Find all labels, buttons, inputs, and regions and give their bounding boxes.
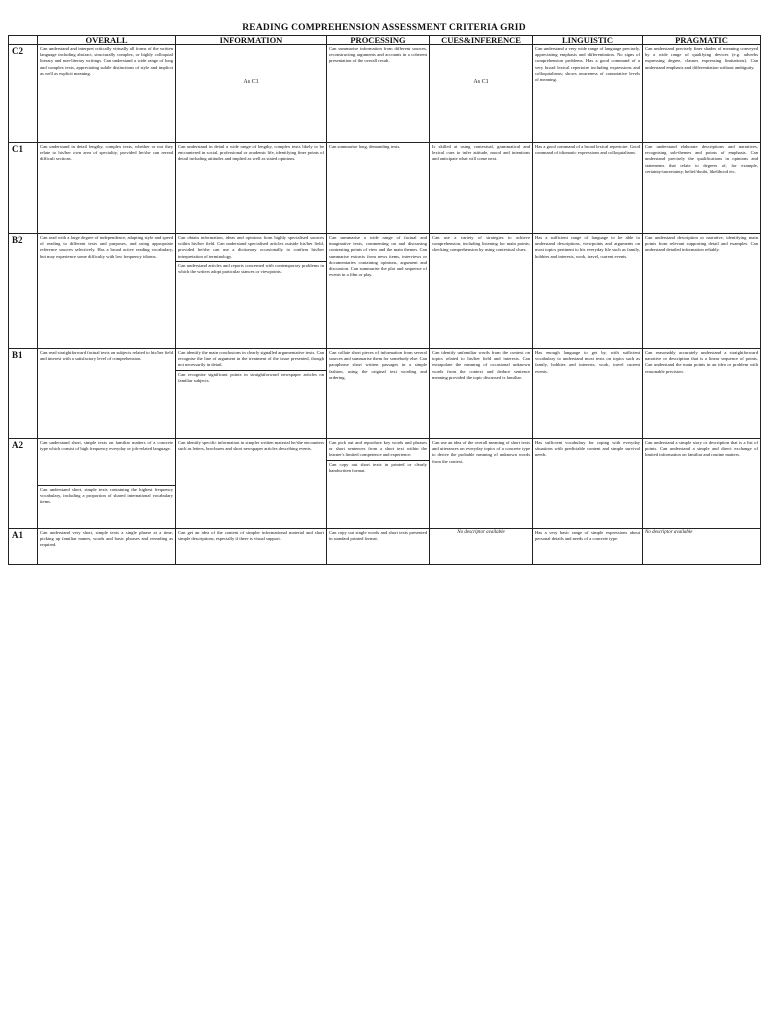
level-c1: C1 <box>9 143 38 234</box>
b2-information <box>176 234 327 349</box>
header-level <box>9 36 38 45</box>
assessment-grid-page <box>8 22 760 565</box>
c1-information: Can understand in detail a wide range of lengthy, complex texts likely to be encountered in social, professional or academic life, identifying finer points of detail including attitudes and implied as well as stated opinions. <box>176 143 327 234</box>
a2-overall <box>38 439 176 529</box>
header-linguistic: LINGUISTIC <box>533 36 643 45</box>
a2-pragmatic: Can understand a simple story or description that is a list of points. Can understand a simple and direct exchange of limited information on familiar and routine matters. <box>643 439 761 529</box>
a2-processing-2: Can copy out short texts in printed or clearly handwritten format. <box>329 461 427 473</box>
c2-information: As C1 <box>176 45 327 143</box>
a1-information: Can get an idea of the content of simpler informational material and short simple descriptions, especially if there is visual support. <box>176 529 327 565</box>
b2-overall: Can read with a large degree of independence, adapting style and speed of reading to different texts and purposes, and using appropriate reference sources selectively. Has a broad active reading vocabulary, but may experience some difficulty with low frequency idioms. <box>38 234 176 349</box>
b1-linguistic: Has enough language to get by, with sufficient vocabulary to understand most texts on topics such as family, hobbies and interests, work, travel current events. <box>533 349 643 439</box>
a1-overall: Can understand very short, simple texts a single phrase at a time, picking up familiar names, words and basic phrases and rereading as required. <box>38 529 176 565</box>
row-a1 <box>9 529 761 565</box>
criteria-table <box>8 35 761 565</box>
a2-cues: Can use an idea of the overall meaning of short texts and utterances on everyday topics of a concrete type to derive the probable meaning of unknown words from the context. <box>430 439 533 529</box>
level-a2: A2 <box>9 439 38 529</box>
b1-cues: Can identify unfamiliar words from the context on topics related to his/her field and interests. Can extrapolate the meaning of occasional unknown words from the context and deduce sentence meaning provided the topic discussed is familiar. <box>430 349 533 439</box>
a2-processing-1: Can pick out and reproduce key words and phrases or short sentences from a short text within the learner's limited competence and experience. <box>329 440 427 458</box>
row-b1 <box>9 349 761 439</box>
c1-cues: Is skilled at using contextual, grammatical and lexical cues to infer attitude, mood and intentions and anticipate what will come next. <box>430 143 533 234</box>
c1-overall: Can understand in detail lengthy, complex texts, whether or not they relate to his/her own area of speciality, provided he/she can reread difficult sections. <box>38 143 176 234</box>
b2-processing: Can summarise a wide range of factual and imaginative texts, commenting on and discussing contrasting points of view and the main themes. Can summarise extracts from news items, interviews or documentaries containing opinions, argument and discussion. Can summarise the plot and sequence of events in a film or play. <box>327 234 430 349</box>
row-a2 <box>9 439 761 529</box>
a1-linguistic: Has a very basic range of simple expressions about personal details and needs of a concrete type. <box>533 529 643 565</box>
c1-processing: Can summarise long, demanding texts. <box>327 143 430 234</box>
c1-linguistic: Has a good command of a broad lexical repertoire. Good command of idiomatic expressions and colloquialisms. <box>533 143 643 234</box>
a2-overall-1: Can understand short, simple texts on familiar matters of a concrete type which consist of high frequency everyday or job-related language. <box>40 440 173 452</box>
a1-processing: Can copy out single words and short texts presented in standard printed format. <box>327 529 430 565</box>
b1-overall: Can read straightforward factual texts on subjects related to his/her field and interest with a satisfactory level of comprehension. <box>38 349 176 439</box>
header-pragmatic: PRAGMATIC <box>643 36 761 45</box>
level-b1: B1 <box>9 349 38 439</box>
row-c1 <box>9 143 761 234</box>
level-c2: C2 <box>9 45 38 143</box>
b1-processing: Can collate short pieces of information from several sources and summarise them for somebody else. Can paraphrase short written passages in a simple fashion, using the original text wording and ordering. <box>327 349 430 439</box>
a1-pragmatic: No descriptor available <box>643 529 761 565</box>
header-cues-inference: CUES&INFERENCE <box>430 36 533 45</box>
level-a1: A1 <box>9 529 38 565</box>
b2-information-1: Can obtain information, ideas and opinions from highly specialised sources within his/her field. Can understand specialised articles outside his/her field, provided he/she can use a dictionary occasionally to confirm his/her interpretation of terminology. <box>178 235 324 259</box>
c1-pragmatic: Can understand elaborate descriptions and narratives, recognising sub-themes and points of emphasis. Can understand precisely the qualifications in opinions and statements that relate to degrees of, for example, certainty/uncertainty, belief/doubt, likelihood etc. <box>643 143 761 234</box>
row-b2 <box>9 234 761 349</box>
level-b2: B2 <box>9 234 38 349</box>
b2-linguistic: Has a sufficient range of language to be able to understand descriptions, viewpoints and arguments on most topics pertinent to his everyday life such as family, hobbies and interests, work, travel, current events. <box>533 234 643 349</box>
a2-linguistic: Has sufficient vocabulary for coping with everyday situations with predictable content and simple survival needs. <box>533 439 643 529</box>
c2-pragmatic: Can understand precisely finer shades of meaning conveyed by a wide range of qualifying devices (e.g. adverbs expressing degree, clauses expressing limitations). Can understand emphasis and differentiation without ambiguity. <box>643 45 761 143</box>
b1-information-1: Can identify the main conclusions in clearly signalled argumentative texts. Can recognise the line of argument in the treatment of the issue presented, though not necessarily in detail. <box>178 350 324 368</box>
a2-overall-2: Can understand short, simple texts containing the highest frequency vocabulary, including a proportion of shared international vocabulary items. <box>40 487 173 505</box>
a2-information: Can identify specific information in simpler written material he/she encounters such as letters, brochures and short newspaper articles describing events. <box>176 439 327 529</box>
c2-processing: Can summarise information from different sources, reconstructing arguments and accounts in a coherent presentation of the overall result. <box>327 45 430 143</box>
c2-overall: Can understand and interpret critically virtually all forms of the written language including abstract, structurally complex, or highly colloquial literary and non-literary writings. Can understand a wide range of long and complex texts, appreciating subtle distinctions of style and implicit as well as explicit meaning. <box>38 45 176 143</box>
grid-title: READING COMPREHENSION ASSESSMENT CRITERIA GRID <box>242 23 526 33</box>
b1-information <box>176 349 327 439</box>
b2-information-2: Can understand articles and reports concerned with contemporary problems in which the writers adopt particular stances or viewpoints. <box>178 262 324 275</box>
header-information: INFORMATION <box>176 36 327 45</box>
a2-processing <box>327 439 430 529</box>
header-row <box>9 36 761 45</box>
row-c2 <box>9 45 761 143</box>
header-overall: OVERALL <box>38 36 176 45</box>
b1-pragmatic: Can reasonably accurately understand a straightforward narrative or description that is a linear sequence of points. Can understand the main points in an idea or problem with reasonable precision. <box>643 349 761 439</box>
c2-cues: As C1 <box>430 45 533 143</box>
c2-linguistic: Can understand a very wide range of language precisely, appreciating emphasis and differentiation. No signs of comprehension problems. Has a good command of a very broad lexical repertoire including expressions and colloquialisms; shows awareness of connotative levels of meaning. <box>533 45 643 143</box>
b2-pragmatic: Can understand description or narrative, identifying main points from relevant supporting detail and examples. Can understand detailed information reliably. <box>643 234 761 349</box>
b2-cues: Can use a variety of strategies to achieve comprehension, including listening for main points; checking comprehension by using contextual clues. <box>430 234 533 349</box>
b1-information-2: Can recognise significant points in straightforward newspaper articles on familiar subjects. <box>178 371 324 383</box>
header-processing: PROCESSING <box>327 36 430 45</box>
a1-cues: No descriptor available <box>430 529 533 565</box>
